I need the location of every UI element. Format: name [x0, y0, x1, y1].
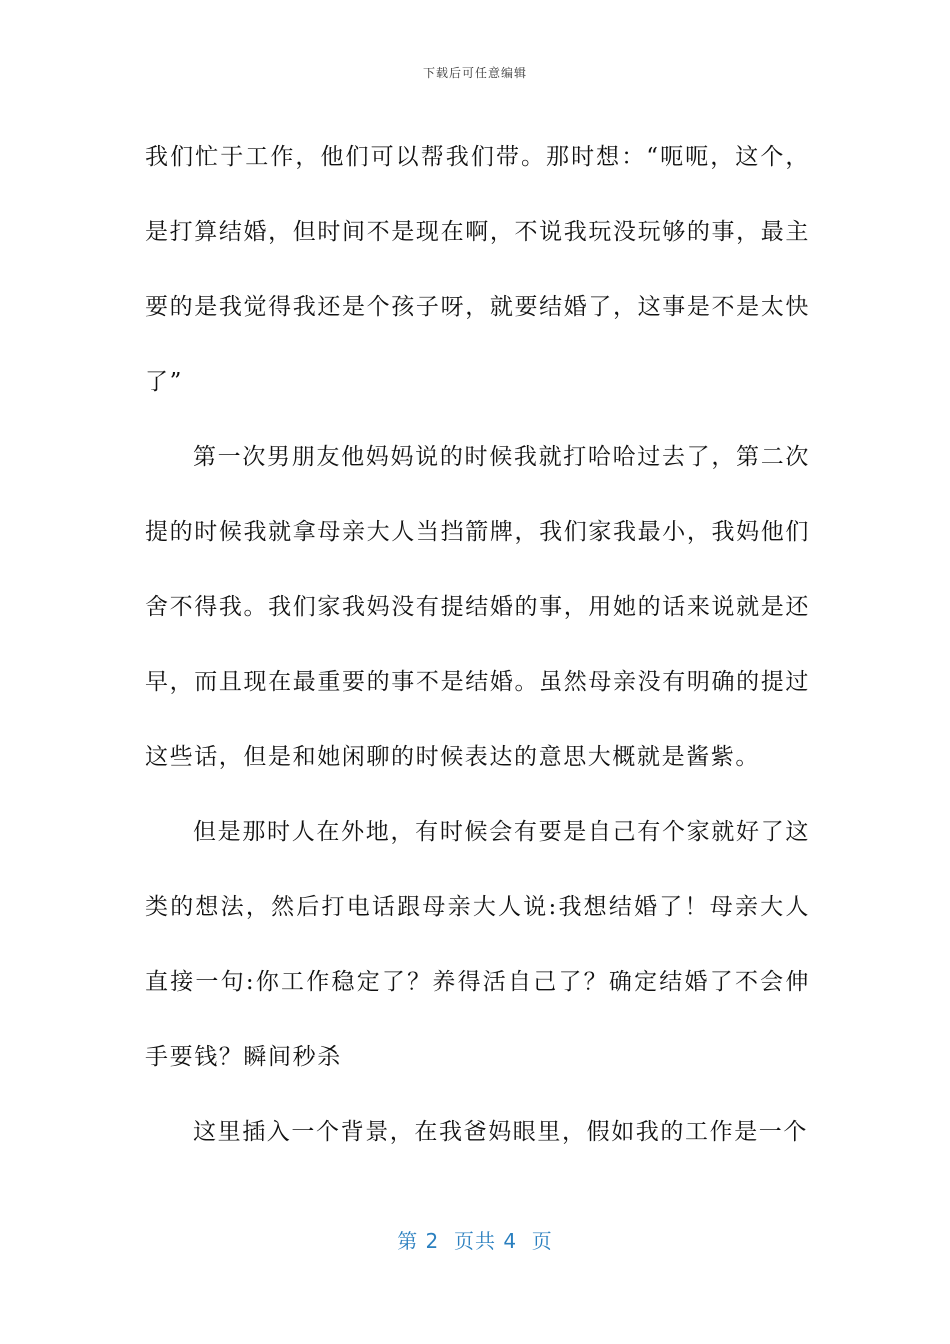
page-number-footer — [0, 1225, 950, 1254]
paragraph: 第一次男朋友他妈妈说的时候我就打哈哈过去了，第二次提的时候我就拿母亲大人当挡箭牌，我们家我最小，我妈他们舍不得我。我们家我妈没有提结婚的事，用她的话来说就是还早，而且现在最重要的事不是结婚。虽然母亲没有明确的提过这些话，但是和她闲聊的时候表达的意思大概就是酱紫。 — [145, 444, 810, 770]
paragraph: 这里插入一个背景，在我爸妈眼里，假如我的工作是一个 — [193, 1119, 808, 1145]
document-body — [145, 120, 810, 1170]
paragraph: 我们忙于工作，他们可以帮我们带。那时想：“呃呃，这个，是打算结婚，但时间不是现在啊，不说我玩没玩够的事，最主要的是我觉得我还是个孩子呀，就要结婚了，这事是不是太快了” — [145, 144, 810, 395]
paragraph: 但是那时人在外地，有时候会有要是自己有个家就好了这类的想法，然后打电话跟母亲大人说:我想结婚了！母亲大人直接一句:你工作稳定了？养得活自己了？确定结婚了不会伸手要钱？瞬间秒杀 — [145, 819, 810, 1070]
page-number-text: 第 2 页共 4 页 — [397, 1229, 553, 1253]
page-header-note: 下载后可任意编辑 — [422, 66, 527, 80]
